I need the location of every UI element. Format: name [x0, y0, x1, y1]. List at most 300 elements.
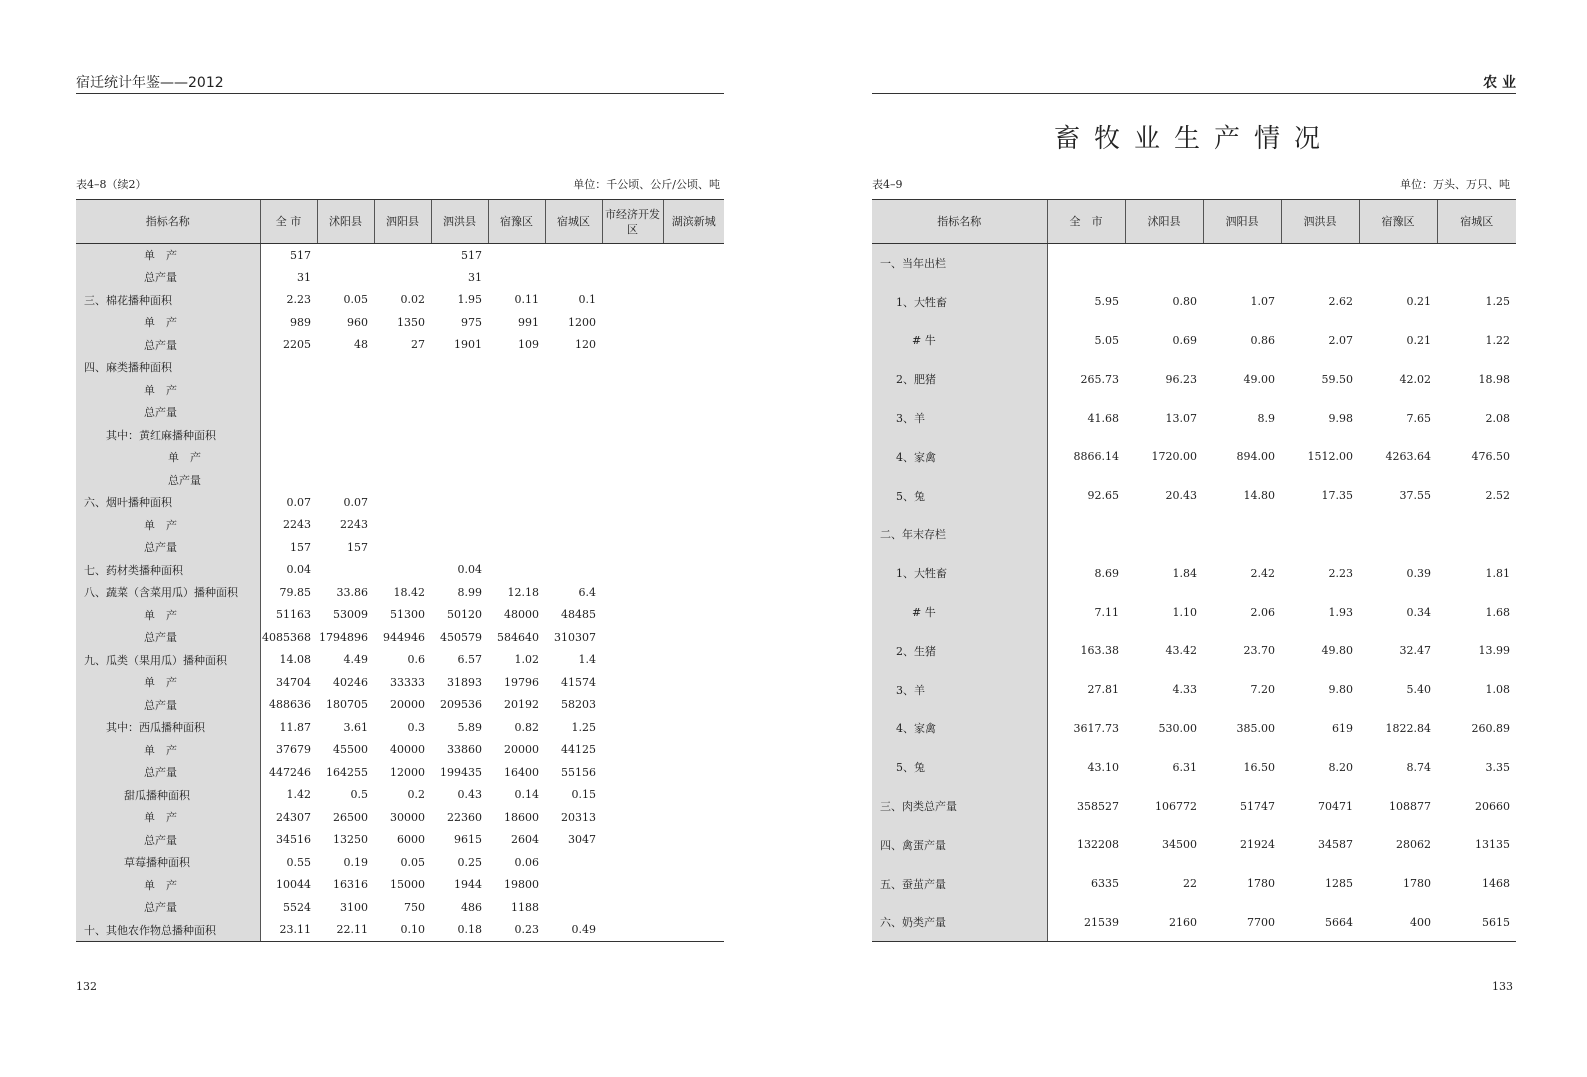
- row-label: 总产量: [76, 401, 260, 424]
- table-cell: [317, 424, 374, 447]
- table-cell: 7.11: [1094, 605, 1119, 619]
- table-cell: [602, 649, 663, 672]
- table-cell: 0.18: [431, 919, 488, 942]
- table-cell: 1.42: [286, 788, 311, 802]
- table-row: [76, 694, 724, 717]
- table-cell: 48000: [504, 608, 539, 622]
- table-cell: 4085368: [262, 630, 311, 644]
- table-cell: 33860: [447, 743, 482, 757]
- row-label: 4、家禽: [872, 709, 1047, 748]
- table-cell: 0.43: [457, 788, 482, 802]
- table-row: [76, 334, 724, 357]
- table-cell: 16.50: [1243, 760, 1275, 774]
- table-cell: 1944: [454, 878, 482, 892]
- table-cell: 6.31: [1172, 760, 1197, 774]
- table-cell: 0.1: [578, 293, 596, 307]
- table-row: [76, 536, 724, 559]
- row-label: 七、药材类播种面积: [76, 559, 260, 582]
- table-row: [76, 761, 724, 784]
- table-cell: [663, 919, 724, 942]
- table-cell: [602, 536, 663, 559]
- table-cell: 5664: [1281, 903, 1359, 942]
- column-header: 全 市: [1047, 200, 1125, 244]
- table-cell: 41.68: [1087, 411, 1119, 425]
- table-row: [76, 919, 724, 942]
- table-cell: 385.00: [1236, 721, 1275, 735]
- row-label: 5、兔: [872, 476, 1047, 515]
- table-cell: 0.6: [407, 653, 425, 667]
- table-row: [76, 469, 724, 492]
- table-cell: 26500: [333, 810, 368, 824]
- table-cell: 28062: [1396, 838, 1431, 852]
- table-cell: [545, 446, 602, 469]
- table-cell: 27: [411, 338, 425, 352]
- table-cell: [488, 379, 545, 402]
- table-row: [872, 631, 1516, 670]
- table-cell: 9615: [454, 833, 482, 847]
- table-cell: [431, 536, 488, 559]
- table-cell: 584640: [497, 630, 539, 644]
- table-cell: 33333: [390, 675, 425, 689]
- table-row: [872, 244, 1516, 283]
- column-header: 泗洪县: [431, 200, 488, 244]
- table-cell: 31893: [447, 675, 482, 689]
- table-cell: [545, 356, 602, 379]
- row-label: 总产量: [76, 469, 260, 492]
- table-cell: 37679: [276, 743, 311, 757]
- table-row: [76, 716, 724, 739]
- table-cell: [374, 514, 431, 537]
- table-cell: 400: [1359, 903, 1437, 942]
- table-cell: 486: [461, 900, 482, 914]
- table-cell: 20660: [1475, 799, 1510, 813]
- table-cell: [663, 244, 724, 267]
- row-label: 1、大牲畜: [872, 554, 1047, 593]
- table-cell: 34587: [1318, 838, 1353, 852]
- column-header: 指标名称: [76, 200, 260, 244]
- table-cell: [663, 491, 724, 514]
- table-cell: 3047: [568, 833, 596, 847]
- table-cell: [602, 401, 663, 424]
- table-cell: 18.98: [1478, 372, 1510, 386]
- table-cell: 310307: [554, 630, 596, 644]
- table-row: [872, 825, 1516, 864]
- row-label: 2、肥猪: [872, 360, 1047, 399]
- table-cell: 0.21: [1406, 295, 1431, 309]
- table-cell: [488, 469, 545, 492]
- table-cell: [663, 424, 724, 447]
- table-cell: 1.25: [571, 720, 596, 734]
- table-row: [76, 446, 724, 469]
- table-cell: [260, 424, 317, 447]
- table-cell: 5615: [1437, 903, 1516, 942]
- table-row: [872, 282, 1516, 321]
- table-cell: 37.55: [1399, 489, 1431, 503]
- row-label: 二、年末存栏: [872, 515, 1047, 554]
- table-row: [76, 604, 724, 627]
- table-cell: 15000: [390, 878, 425, 892]
- table-cell: 17.35: [1321, 489, 1353, 503]
- row-label: 三、棉花播种面积: [76, 289, 260, 312]
- table-cell: 20000: [504, 743, 539, 757]
- table-cell: [488, 559, 545, 582]
- table-cell: 0.15: [571, 788, 596, 802]
- table-cell: 50120: [447, 608, 482, 622]
- table-cell: 120: [575, 338, 596, 352]
- table-row: [872, 476, 1516, 515]
- table-cell: 0.34: [1406, 605, 1431, 619]
- table-cell: 1512.00: [1307, 450, 1353, 464]
- table-cell: 2.23: [286, 293, 311, 307]
- table-header-row: [872, 200, 1516, 244]
- table-cell: 1.81: [1485, 566, 1510, 580]
- table-cell: [260, 356, 317, 379]
- table-cell: 19800: [504, 878, 539, 892]
- table-cell: [545, 266, 602, 289]
- table-row: [76, 379, 724, 402]
- table-cell: 157: [347, 540, 368, 554]
- table-cell: [431, 469, 488, 492]
- row-label: 草莓播种面积: [76, 851, 260, 874]
- table-cell: [602, 761, 663, 784]
- table-unit: 单位：千公顷、公斤/公顷、吨: [573, 178, 720, 191]
- running-head: 农 业: [872, 73, 1516, 94]
- table-cell: [545, 851, 602, 874]
- row-label: 3、羊: [872, 399, 1047, 438]
- table-cell: [602, 311, 663, 334]
- table-cell: [663, 649, 724, 672]
- table-cell: 7.65: [1406, 411, 1431, 425]
- table-cell: 1.93: [1328, 605, 1353, 619]
- row-label: 六、烟叶播种面积: [76, 491, 260, 514]
- table-cell: 6335: [1091, 877, 1119, 891]
- table-cell: [663, 716, 724, 739]
- table-cell: [602, 626, 663, 649]
- row-label: 一、当年出栏: [872, 244, 1047, 283]
- row-label: 单 产: [76, 244, 260, 267]
- row-label: 总产量: [76, 694, 260, 717]
- table-body: [872, 244, 1516, 942]
- table-cell: [602, 829, 663, 852]
- table-cell: [663, 626, 724, 649]
- table-cell: 0.05: [400, 855, 425, 869]
- table-cell: [602, 784, 663, 807]
- table-cell: 2205: [283, 338, 311, 352]
- table-cell: 16400: [504, 765, 539, 779]
- table-cell: 20313: [561, 810, 596, 824]
- table-cell: 1285: [1325, 877, 1353, 891]
- row-label: 3、羊: [872, 670, 1047, 709]
- table-cell: 0.25: [457, 855, 482, 869]
- table-cell: [488, 446, 545, 469]
- table-cell: 0.04: [286, 563, 311, 577]
- table-cell: [663, 401, 724, 424]
- table-cell: [431, 379, 488, 402]
- table-cell: 96.23: [1165, 372, 1197, 386]
- row-label: 四、麻类播种面积: [76, 356, 260, 379]
- table-cell: [602, 896, 663, 919]
- table-cell: 1350: [397, 315, 425, 329]
- table-cell: [602, 491, 663, 514]
- table-cell: 0.82: [514, 720, 539, 734]
- table-row: [872, 593, 1516, 632]
- table-row: [872, 360, 1516, 399]
- table-cell: [260, 446, 317, 469]
- table-cell: 40000: [390, 743, 425, 757]
- table-cell: 0.5: [350, 788, 368, 802]
- table-cell: [317, 469, 374, 492]
- table-cell: 0.07: [343, 495, 368, 509]
- table-cell: 49.00: [1243, 372, 1275, 386]
- table-cell: 7700: [1203, 903, 1281, 942]
- table-row: [76, 266, 724, 289]
- table-cell: 0.49: [545, 919, 602, 942]
- table-cell: 59.50: [1321, 372, 1353, 386]
- table-cell: 3.35: [1485, 760, 1510, 774]
- table-cell: 31: [297, 270, 311, 284]
- table-cell: [431, 424, 488, 447]
- table-row: [872, 787, 1516, 826]
- row-label: 九、瓜类（果用瓜）播种面积: [76, 649, 260, 672]
- table-cell: [374, 266, 431, 289]
- table-cell: [663, 671, 724, 694]
- table-cell: 18600: [504, 810, 539, 824]
- table-cell: 8.9: [1257, 411, 1275, 425]
- table-cell: [663, 266, 724, 289]
- table-cell: 1.84: [1172, 566, 1197, 580]
- table-cell: 2.06: [1250, 605, 1275, 619]
- table-cell: 6.4: [578, 585, 596, 599]
- row-label: 单 产: [76, 604, 260, 627]
- table-cell: 0.21: [1406, 333, 1431, 347]
- table-cell: [602, 559, 663, 582]
- table-cell: 48: [354, 338, 368, 352]
- row-label: 单 产: [76, 874, 260, 897]
- table-cell: [488, 356, 545, 379]
- table-caption: 表4–9: [872, 178, 903, 191]
- table-cell: [260, 379, 317, 402]
- table-row: [76, 671, 724, 694]
- table-cell: [602, 266, 663, 289]
- table-cell: [602, 739, 663, 762]
- column-header: 全 市: [260, 200, 317, 244]
- table-cell: 0.04: [457, 563, 482, 577]
- table-cell: [602, 874, 663, 897]
- table-cell: [602, 806, 663, 829]
- table-cell: [545, 491, 602, 514]
- table-row: [76, 806, 724, 829]
- table-cell: 14.08: [279, 653, 311, 667]
- table-row: [76, 784, 724, 807]
- table-cell: [317, 379, 374, 402]
- table-cell: [545, 424, 602, 447]
- table-cell: 517: [290, 248, 311, 262]
- table-cell: [431, 514, 488, 537]
- row-label: 六、奶类产量: [872, 903, 1047, 942]
- row-label: 四、禽蛋产量: [872, 825, 1047, 864]
- table-cell: 1780: [1403, 877, 1431, 891]
- table-cell: 20000: [390, 698, 425, 712]
- table-row: [872, 399, 1516, 438]
- table-cell: 13.99: [1478, 644, 1510, 658]
- table-cell: 20.43: [1165, 489, 1197, 503]
- table-cell: [1047, 515, 1125, 554]
- column-header: 泗洪县: [1281, 200, 1359, 244]
- table-cell: 12000: [390, 765, 425, 779]
- table-cell: 23.70: [1243, 644, 1275, 658]
- table-cell: 27.81: [1087, 683, 1119, 697]
- table-cell: 31: [468, 270, 482, 284]
- table-cell: [374, 536, 431, 559]
- table-cell: 1780: [1247, 877, 1275, 891]
- table-cell: [488, 536, 545, 559]
- table-cell: 5.95: [1094, 295, 1119, 309]
- table-cell: [663, 694, 724, 717]
- table-cell: 1.02: [514, 653, 539, 667]
- table-cell: [1359, 515, 1437, 554]
- row-label: 单 产: [76, 739, 260, 762]
- table-row: [76, 289, 724, 312]
- table-cell: 1.10: [1172, 605, 1197, 619]
- table-cell: 0.86: [1250, 333, 1275, 347]
- row-label: 总产量: [76, 266, 260, 289]
- page-number: 132: [76, 980, 97, 993]
- table-cell: [602, 446, 663, 469]
- table-cell: 6.57: [457, 653, 482, 667]
- table-cell: [488, 491, 545, 514]
- table-cell: 33.86: [336, 585, 368, 599]
- column-header: 沭阳县: [317, 200, 374, 244]
- livestock-table: [872, 199, 1516, 942]
- table-cell: 260.89: [1471, 721, 1510, 735]
- table-cell: 989: [290, 315, 311, 329]
- page-number: 133: [1492, 980, 1513, 993]
- table-cell: 8866.14: [1073, 450, 1119, 464]
- column-header: 宿城区: [1437, 200, 1516, 244]
- table-cell: 40246: [333, 675, 368, 689]
- table-cell: 488636: [269, 698, 311, 712]
- table-cell: [602, 356, 663, 379]
- table-cell: 4263.64: [1385, 450, 1431, 464]
- table-row: [76, 356, 724, 379]
- table-cell: [1047, 244, 1125, 283]
- column-header: 市经济开发区: [602, 200, 663, 244]
- table-cell: 5.05: [1094, 333, 1119, 347]
- table-cell: 0.05: [343, 293, 368, 307]
- row-label: 总产量: [76, 761, 260, 784]
- table-cell: 55156: [561, 765, 596, 779]
- table-cell: 1822.84: [1385, 721, 1431, 735]
- table-cell: 6000: [397, 833, 425, 847]
- table-cell: 51300: [390, 608, 425, 622]
- row-label: 单 产: [76, 446, 260, 469]
- table-cell: [374, 379, 431, 402]
- table-row: [76, 491, 724, 514]
- row-label: 十、其他农作物总播种面积: [76, 919, 260, 942]
- table-cell: 5.40: [1406, 683, 1431, 697]
- table-row: [76, 244, 724, 267]
- table-cell: 58203: [561, 698, 596, 712]
- column-header: 宿城区: [545, 200, 602, 244]
- table-cell: [317, 266, 374, 289]
- table-unit: 单位：万头、万只、吨: [1400, 178, 1510, 191]
- table-cell: [488, 401, 545, 424]
- table-cell: 22.11: [317, 919, 374, 942]
- table-cell: 51747: [1240, 799, 1275, 813]
- table-cell: 1.68: [1485, 605, 1510, 619]
- table-cell: 1.07: [1250, 295, 1275, 309]
- table-cell: [1203, 244, 1281, 283]
- table-row: [872, 515, 1516, 554]
- table-cell: [374, 401, 431, 424]
- table-cell: [663, 559, 724, 582]
- table-cell: 1794896: [319, 630, 368, 644]
- row-label: 其中：黄红麻播种面积: [76, 424, 260, 447]
- table-cell: 1720.00: [1151, 450, 1197, 464]
- table-cell: 2.23: [1328, 566, 1353, 580]
- table-cell: 1188: [511, 900, 539, 914]
- table-cell: 960: [347, 315, 368, 329]
- table-cell: 109: [518, 338, 539, 352]
- table-cell: [602, 514, 663, 537]
- table-cell: [431, 356, 488, 379]
- table-row: [872, 321, 1516, 360]
- table-row: [76, 874, 724, 897]
- table-cell: [663, 356, 724, 379]
- table-cell: 34500: [1162, 838, 1197, 852]
- table-cell: 1.4: [578, 653, 596, 667]
- table-cell: [545, 514, 602, 537]
- table-cell: 8.99: [457, 585, 482, 599]
- table-cell: [545, 896, 602, 919]
- table-cell: 2.42: [1250, 566, 1275, 580]
- row-label: 2、生猪: [872, 631, 1047, 670]
- table-cell: [663, 806, 724, 829]
- table-cell: 19796: [504, 675, 539, 689]
- table-cell: 53009: [333, 608, 368, 622]
- table-cell: 944946: [383, 630, 425, 644]
- table-cell: 180705: [326, 698, 368, 712]
- table-cell: 9.80: [1328, 683, 1353, 697]
- table-cell: [663, 581, 724, 604]
- row-label: 五、蚕茧产量: [872, 864, 1047, 903]
- table-cell: [260, 401, 317, 424]
- table-cell: 8.69: [1094, 566, 1119, 580]
- column-header: 宿豫区: [1359, 200, 1437, 244]
- table-cell: 51163: [276, 608, 311, 622]
- table-cell: [488, 424, 545, 447]
- table-cell: [663, 739, 724, 762]
- table-cell: [1281, 244, 1359, 283]
- table-cell: 92.65: [1087, 489, 1119, 503]
- table-cell: 7.20: [1250, 683, 1275, 697]
- table-cell: [545, 536, 602, 559]
- table-cell: [602, 424, 663, 447]
- table-cell: [663, 784, 724, 807]
- table-cell: 44125: [561, 743, 596, 757]
- running-head: 宿迁统计年鉴——2012: [76, 73, 724, 94]
- table-row: [76, 401, 724, 424]
- table-cell: [663, 311, 724, 334]
- row-label: 总产量: [76, 536, 260, 559]
- table-cell: [602, 244, 663, 267]
- table-cell: 30000: [390, 810, 425, 824]
- table-cell: [431, 491, 488, 514]
- table-cell: 3.61: [343, 720, 368, 734]
- table-cell: 21539: [1047, 903, 1125, 942]
- table-cell: 9.98: [1328, 411, 1353, 425]
- table-cell: [663, 761, 724, 784]
